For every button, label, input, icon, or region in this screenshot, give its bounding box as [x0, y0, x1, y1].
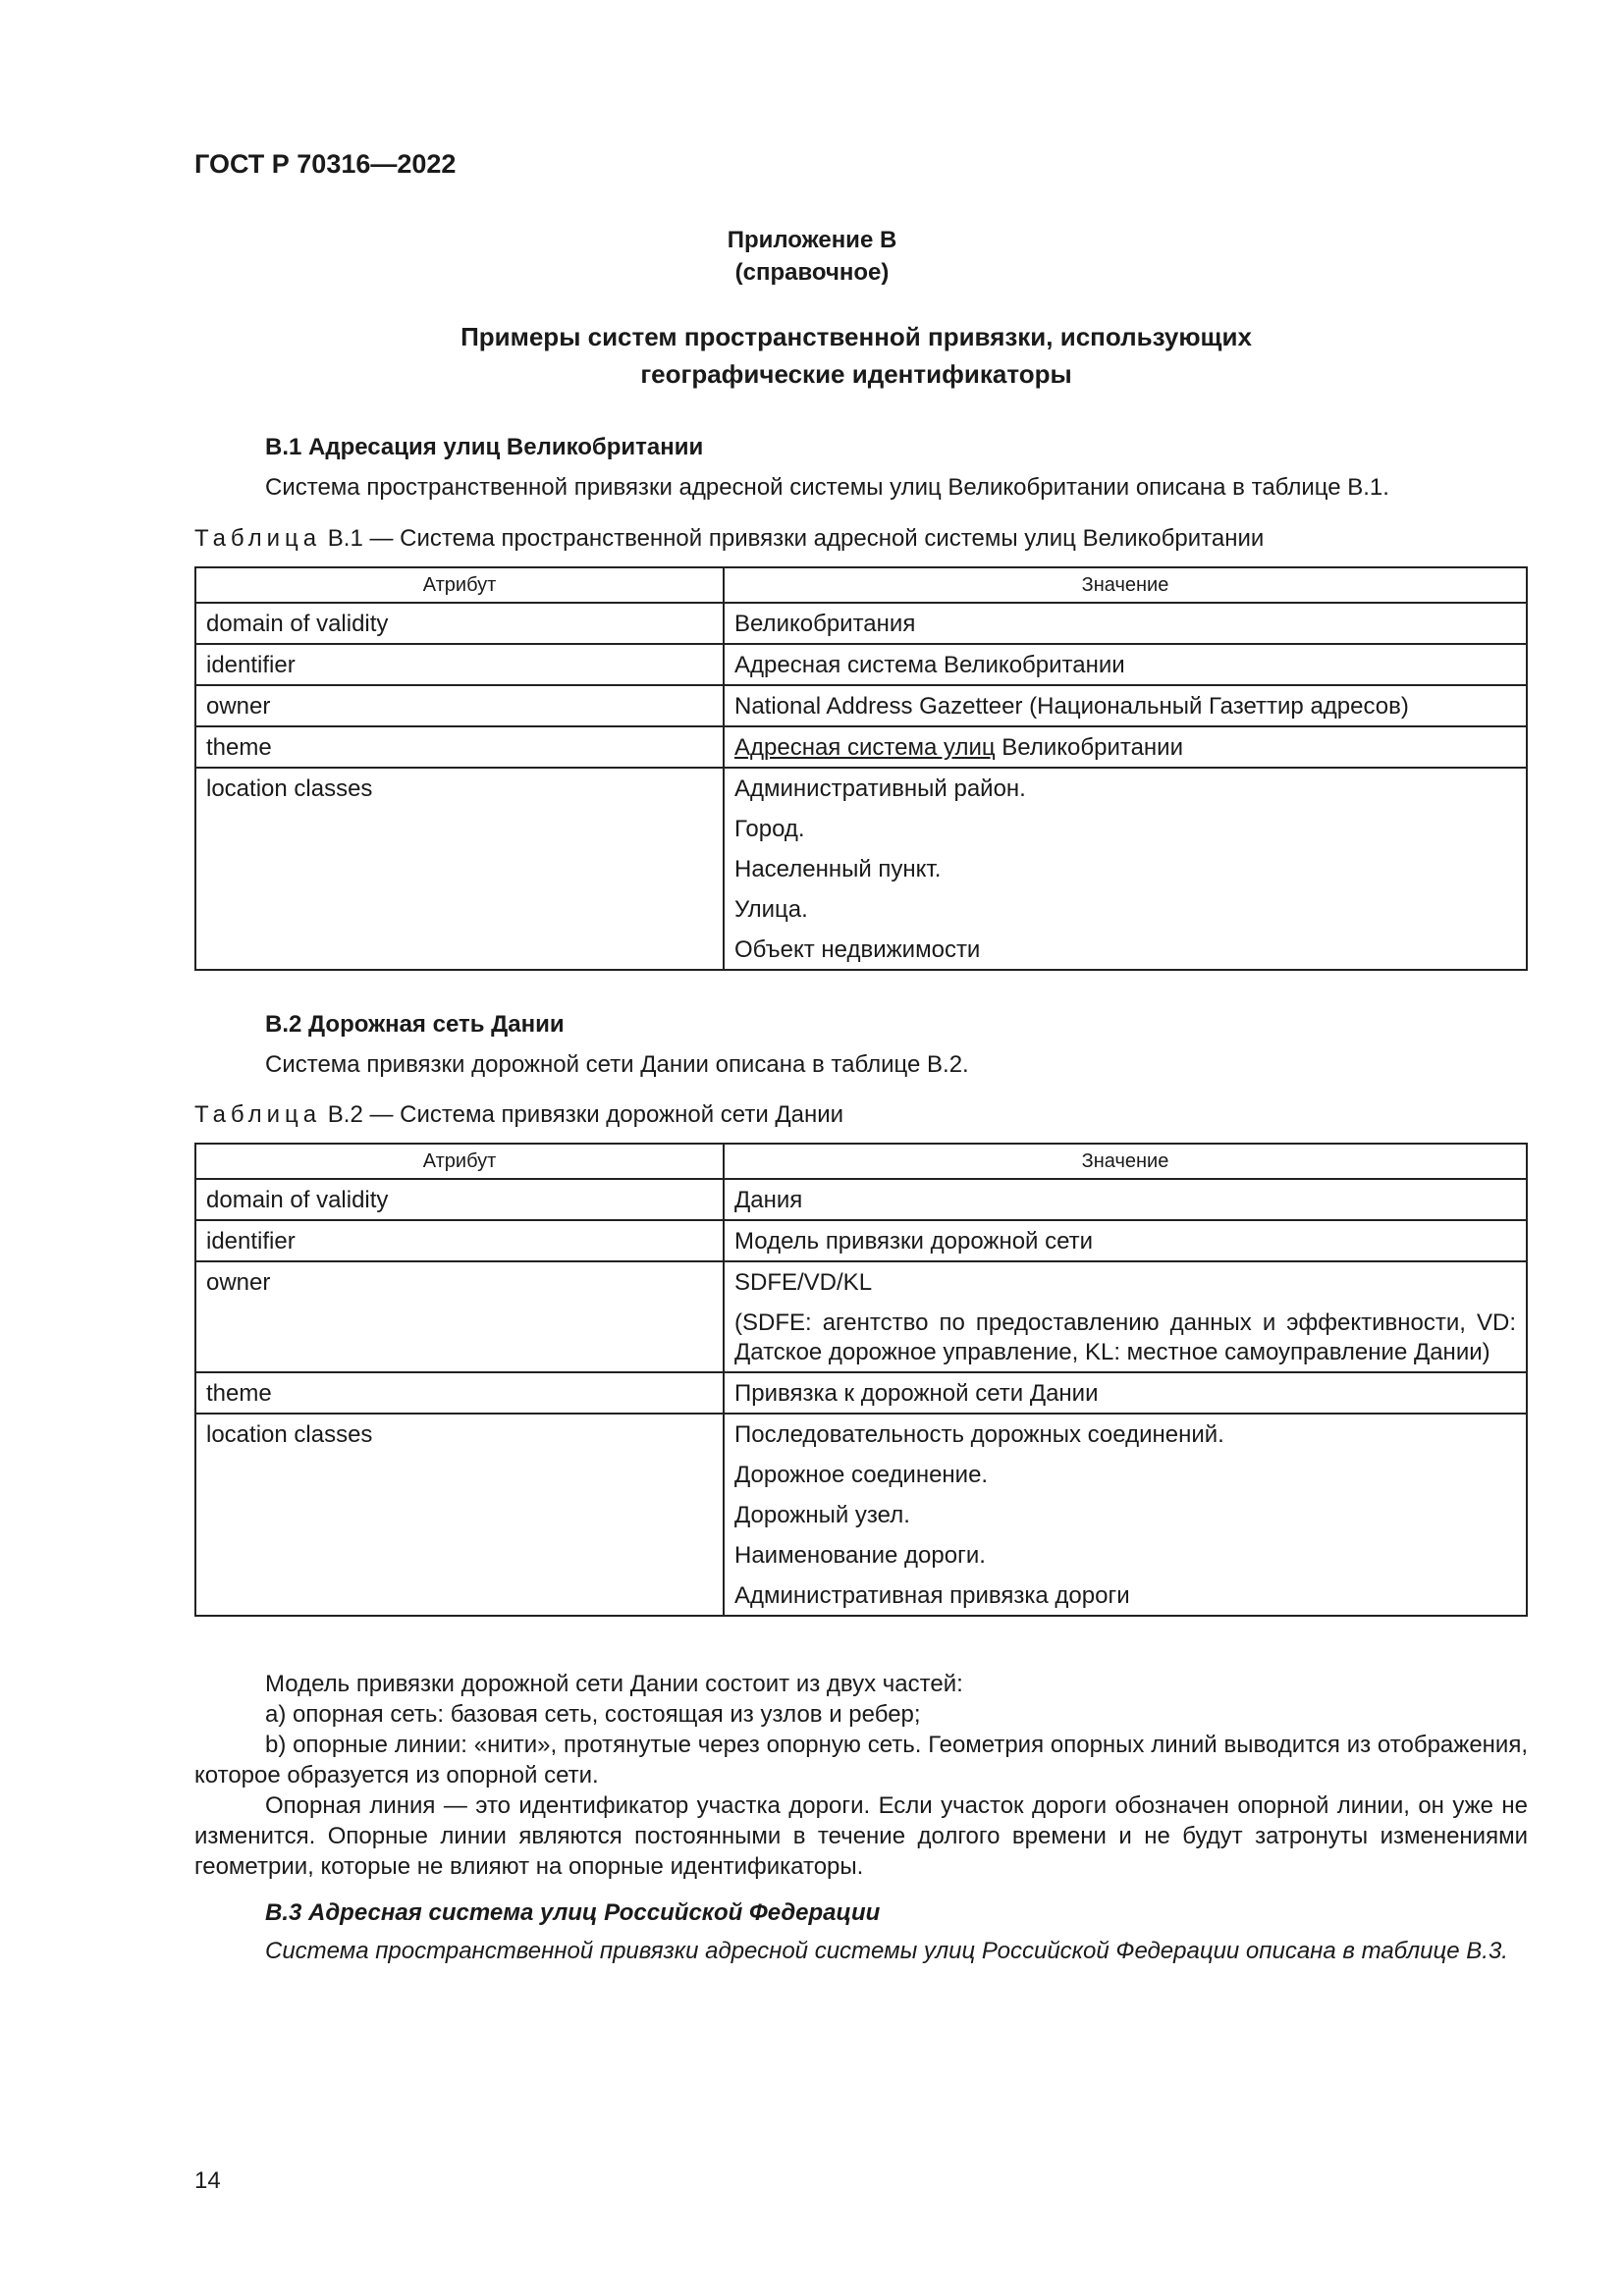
underlined-text: Адресная система улиц — [734, 734, 996, 761]
table-header-row — [195, 1144, 1527, 1179]
attr-cell: location classes — [195, 768, 724, 970]
value-cell — [724, 768, 1527, 970]
table-header-attribute: Атрибут — [195, 567, 724, 603]
value-cell: National Address Gazetteer (Национальный Газеттир адресов) — [724, 685, 1527, 726]
value-cell: Привязка к дорожной сети Дании — [724, 1372, 1527, 1414]
attr-cell: location classes — [195, 1414, 724, 1616]
table-b1-caption-prefix: Таблица — [194, 525, 322, 552]
list-item: Улица. — [734, 896, 808, 923]
paragraph: b) опорные линии: «нити», протянутые через опорную сеть. Геометрия опорных линий выводится из отображения, которое образуется из опорной сети. — [194, 1732, 1528, 1789]
paragraph: Система пространственной привязки адресной системы улиц Российской Федерации описана в таблице В.3. — [265, 1938, 1508, 1964]
section-b2-heading: В.2 Дорожная сеть Дании — [265, 1011, 565, 1038]
value-cell: Дания — [724, 1179, 1527, 1220]
attr-cell: domain of validity — [195, 603, 724, 644]
table-b2-caption-text: В.2 — Система привязки дорожной сети Дании — [321, 1101, 844, 1128]
value-cell: Адресная система Великобритании — [724, 644, 1527, 685]
appendix-label: Приложение В — [727, 227, 897, 253]
table-row — [195, 1220, 1527, 1261]
table-row — [195, 1261, 1527, 1372]
list-item: Дорожный узел. — [734, 1502, 910, 1528]
list-item: (SDFE: агентство по предоставлению данных и эффективности, VD: Датское дорожное управление, KL: местное самоуправление Дании) — [734, 1309, 1516, 1365]
value-cell — [724, 1414, 1527, 1616]
table-header-value: Значение — [724, 1144, 1527, 1179]
value-cell: Великобритания — [724, 603, 1527, 644]
section-b2-text: Система привязки дорожной сети Дании описана в таблице В.2. — [265, 1051, 969, 1078]
table-row — [195, 685, 1527, 726]
document-code: ГОСТ Р 70316—2022 — [194, 149, 457, 179]
value-cell: Модель привязки дорожной сети — [724, 1220, 1527, 1261]
table-b2-caption-prefix: Таблица — [194, 1101, 322, 1128]
table-row — [195, 726, 1527, 768]
appendix-title-line-1: Примеры систем пространственной привязки, использующих — [460, 322, 1252, 351]
page-number: 14 — [194, 2167, 221, 2194]
list-item: Город. — [734, 816, 805, 842]
table-row — [195, 1372, 1527, 1414]
section-b1-heading: В.1 Адресация улиц Великобритании — [265, 434, 704, 460]
list-item: Административная привязка дороги — [734, 1582, 1130, 1609]
paragraph: Опорная линия — это идентификатор участка дороги. Если участок дороги обозначен опорной линии, он уже не изменится. Опорные линии являются постоянными в течение долгого времени и не будут затронуты изменениями геометрии, которые не влияют на опорные идентификаторы. — [194, 1792, 1528, 1880]
table-row — [195, 603, 1527, 644]
paragraph: a) опорная сеть: базовая сеть, состоящая из узлов и ребер; — [265, 1701, 921, 1728]
appendix-title — [0, 318, 1624, 393]
table-b2-caption — [194, 1101, 843, 1129]
value-cell — [724, 1261, 1527, 1372]
value-text: Великобритании — [995, 734, 1183, 761]
list-item: Объект недвижимости — [734, 936, 981, 963]
list-item: Наименование дороги. — [734, 1542, 986, 1569]
table-b1 — [194, 566, 1528, 971]
table-b1-caption-text: В.1 — Система пространственной привязки адресной системы улиц Великобритании — [321, 525, 1265, 552]
table-row — [195, 644, 1527, 685]
list-item: Населенный пункт. — [734, 856, 942, 882]
table-b2 — [194, 1143, 1528, 1617]
attr-cell: theme — [195, 1372, 724, 1414]
appendix-type: (справочное) — [734, 259, 890, 286]
attr-cell: identifier — [195, 1220, 724, 1261]
table-row — [195, 768, 1527, 970]
appendix-title-line-2: географические идентификаторы — [640, 359, 1072, 389]
attr-cell: theme — [195, 726, 724, 768]
table-b1-caption — [194, 525, 1264, 553]
table-row — [195, 1179, 1527, 1220]
table-header-attribute: Атрибут — [195, 1144, 724, 1179]
list-item: Административный район. — [734, 775, 1026, 802]
list-item: Дорожное соединение. — [734, 1462, 989, 1488]
value-cell — [724, 726, 1527, 768]
attr-cell: owner — [195, 1261, 724, 1372]
attr-cell: owner — [195, 685, 724, 726]
list-item: SDFE/VD/KL — [734, 1269, 873, 1296]
attr-cell: identifier — [195, 644, 724, 685]
body-paragraphs — [194, 1669, 1528, 1882]
appendix-heading — [0, 224, 1624, 289]
section-b3-text — [194, 1936, 1528, 1966]
attr-cell: domain of validity — [195, 1179, 724, 1220]
table-header-value: Значение — [724, 567, 1527, 603]
section-b3-heading: В.3 Адресная система улиц Российской Федерации — [265, 1899, 881, 1926]
section-b1-text: Система пространственной привязки адресной системы улиц Великобритании описана в таблице В.1. — [265, 474, 1389, 501]
table-header-row — [195, 567, 1527, 603]
list-item: Последовательность дорожных соединений. — [734, 1421, 1224, 1448]
paragraph: Модель привязки дорожной сети Дании состоит из двух частей: — [265, 1671, 963, 1697]
table-row — [195, 1414, 1527, 1616]
